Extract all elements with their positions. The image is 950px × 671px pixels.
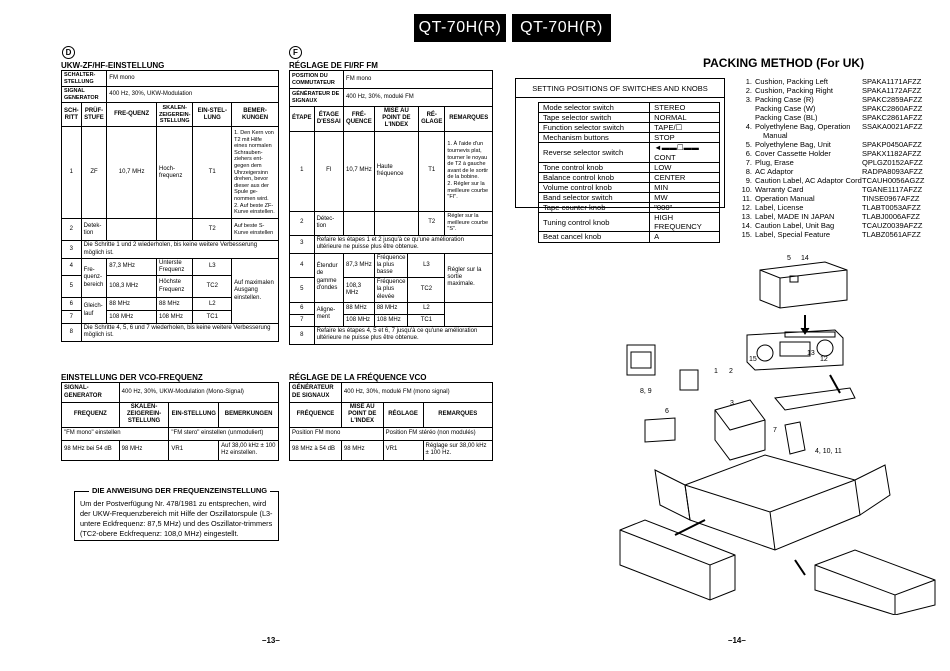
switch-title: SETTING POSITIONS OF SWITCHES AND KNOBS — [532, 84, 708, 93]
notes-cell — [445, 131, 493, 211]
mode-cell: "FM mono" einstellen — [62, 427, 169, 440]
dial-cell: 98 MHz — [341, 440, 383, 460]
vco-title: EINSTELLUNG DER VCO-FREQUENZ — [61, 373, 203, 382]
switch-value: HIGH FREQUENCY — [650, 213, 720, 232]
packing-item-code: SPAKA1172AFZZ — [862, 86, 922, 95]
packing-item-name: Caution Label, Unit Bag — [755, 221, 835, 230]
switch-value: CENTER — [650, 172, 720, 182]
adj-cell: T1 — [419, 131, 445, 211]
switch-value: MIN — [650, 182, 720, 192]
packing-item-code: TLABZ0561AFZZ — [862, 230, 921, 239]
packing-item — [738, 131, 942, 140]
packing-item — [738, 212, 942, 221]
callout: 15 — [749, 356, 757, 363]
col-header: SCH-RITT — [62, 103, 82, 127]
mode-cell: "FM stero" einstellen (unmoduliert) — [169, 427, 279, 440]
packing-item-code: TLABT0053AFZZ — [862, 203, 921, 212]
packing-item-code: TLABJ0006AFZZ — [862, 212, 920, 221]
freq-cell: 88 MHz — [344, 302, 375, 314]
packing-item-no: 9. — [745, 176, 752, 185]
switch-name: Balance control knob — [539, 172, 650, 182]
step-cell: 2 — [62, 219, 82, 241]
model-banner-right — [512, 14, 611, 42]
note-line: 1. Den Kern von T2 mit Hilfe eines normalen Schrauben-ziehers ent-gegen dem Uhrzeigersinn drehen, bevor dieser aus der Spule ge-nommen wird. — [234, 130, 274, 202]
freq-cell: 98 MHz bei 54 dB — [62, 440, 120, 460]
packing-case — [685, 455, 860, 550]
callout: 6 — [665, 408, 669, 415]
packing-item-name: Label, Special Feature — [755, 230, 831, 239]
packing-item — [738, 158, 942, 167]
packing-item — [738, 194, 942, 203]
packing-item-no: 8. — [745, 167, 752, 176]
step-cell: 2 — [290, 211, 315, 235]
band-label: Étendur de gamme d'ondes — [314, 253, 343, 302]
cushion-left — [715, 400, 765, 460]
col-header: FREQUENZ — [62, 403, 120, 428]
unit-bag — [760, 262, 847, 308]
note-line: 2. Auf beste ZF-Kurve einstellen. — [234, 202, 275, 216]
adj-cell: VR1 — [383, 440, 423, 460]
col-header: FRÉ-QUENCE — [344, 107, 375, 132]
col-header: MISE AU POINT DE L'INDEX — [341, 403, 383, 428]
freq-cell: 87,3 MHz — [344, 253, 375, 278]
notes-cell — [232, 127, 279, 219]
vco-title: RÉGLAGE DE LA FRÉQUENCE VCO — [289, 373, 427, 382]
stage-cell: ZF — [81, 127, 107, 219]
adj-cell: T2 — [193, 219, 232, 241]
note-cell: Auf 38,00 kHz ± 100 Hz einstellen. — [219, 440, 279, 460]
switch-row — [539, 213, 720, 232]
step-cell: 6 — [62, 298, 82, 311]
note-line: 2. Régler sur la meilleure courbe "FI". — [447, 180, 489, 201]
switch-row — [539, 133, 720, 143]
packing-item-no: 2. — [745, 86, 752, 95]
switch-name: Volume control knob — [539, 182, 650, 192]
packing-item-name: Cover Cassette Holder — [755, 149, 831, 158]
switch-row — [539, 143, 720, 162]
de-if-rf-table — [61, 70, 279, 342]
col-header: MISE AU POINT DE L'INDEX — [374, 107, 418, 132]
packing-item — [738, 113, 942, 122]
adj-cell: TC1 — [193, 311, 232, 324]
value-cell: 400 Hz, 30%, modulé FM (mono signal) — [341, 383, 492, 403]
note-text: Um der Postverfügung Nr. 478/1981 zu entsprechen, wird der UKW-Frequenzbereich mit Hilfe der Oszillatorspule (L3-untere Eckfrequenz: 87,5 MHz) und des Oszillator-trimmers (TC2-obere Eckfrequenz: 108,0 MHz) eingestellt. — [80, 499, 273, 538]
max-note: Auf maximalen Ausgang einstellen. — [232, 258, 279, 323]
step-cell: 4 — [62, 258, 82, 275]
packing-item — [738, 86, 942, 95]
callout: 2 — [729, 368, 733, 375]
frequency-note-box — [74, 486, 279, 541]
packing-item-no — [738, 131, 752, 140]
packing-item-code: SPAKC2860AFZZ — [862, 104, 923, 113]
switch-name: Tone control knob — [539, 162, 650, 172]
freq-cell: 108,3 MHz — [344, 278, 375, 303]
repeat-text: Die Schritte 4, 5, 6 und 7 wiederholen, bis keine weitere Verbesserung möglich ist. — [81, 324, 278, 341]
packing-item-name: Packing Case (R) — [755, 95, 814, 104]
adj-cell: T1 — [193, 127, 232, 219]
packing-item — [738, 140, 942, 149]
packing-item — [738, 176, 942, 185]
dial-cell: 88 MHz — [157, 298, 193, 311]
closed-box — [620, 520, 735, 600]
switch-row — [539, 232, 720, 242]
radio-unit — [747, 330, 843, 370]
freq-cell: 87,3 MHz — [107, 258, 157, 275]
packing-item-no: 14. — [741, 221, 752, 230]
callout: 7 — [773, 427, 777, 434]
packing-item-code: SSAKA0021AFZZ — [862, 122, 923, 131]
stage-cell: Détec-tion — [314, 211, 343, 235]
section-title: UKW-ZF/HF-EINSTELLUNG — [61, 61, 165, 70]
dial-cell: 98 MHz — [119, 440, 169, 460]
value-cell: FM mono — [107, 71, 279, 87]
adj-cell: L3 — [193, 258, 232, 275]
value-cell: 400 Hz, 30%, UKW-Modulation — [107, 87, 279, 103]
packing-item-code: TCAUZ0039AFZZ — [862, 221, 923, 230]
col-header: SKALEN-ZEIGEREIN-STELLUNG — [119, 403, 169, 428]
switch-row — [539, 172, 720, 182]
col-header: BEMERKUNGEN — [219, 403, 279, 428]
packing-item-name: Operation Manual — [755, 194, 815, 203]
freq-cell: 108,3 MHz — [107, 276, 157, 298]
packing-item-no: 10. — [741, 185, 752, 194]
callout: 4, 10, 11 — [815, 448, 842, 455]
packing-item-code: RADPA8093AFZZ — [862, 167, 923, 176]
freq-cell: 108 MHz — [344, 314, 375, 326]
adj-cell: T2 — [419, 211, 445, 235]
band-label: Gleich-lauf — [81, 298, 107, 324]
value-cell: FM mono — [344, 71, 493, 89]
switch-name: Mode selector switch — [539, 103, 650, 113]
adj-cell: TC2 — [408, 278, 445, 303]
dial-cell: Fréquence la plus basse — [374, 253, 408, 278]
callout: 12 — [820, 356, 828, 363]
stage-cell: FI — [314, 131, 343, 211]
packing-illustration — [615, 250, 945, 615]
packing-item — [738, 122, 942, 131]
switch-row — [539, 113, 720, 123]
value-cell: 400 Hz, 30%, UKW-Modulation (Mono-Signal) — [119, 383, 278, 403]
switch-table — [538, 102, 720, 243]
switch-positions-box — [515, 78, 725, 242]
col-header: FRÉQUENCE — [290, 403, 342, 428]
packing-item-name: Cushion, Packing Left — [755, 77, 828, 86]
freq-cell: 10,7 MHz — [344, 131, 375, 211]
packing-item-code: SPAKP0450AFZZ — [862, 140, 922, 149]
col-header: REMARQUES — [423, 403, 493, 428]
switch-value: "000" — [650, 203, 720, 213]
switch-value: MW — [650, 192, 720, 202]
fr-if-rf-table — [289, 70, 493, 345]
col-header: FRE-QUENZ — [107, 103, 157, 127]
packing-item-code: SPAKA1171AFZZ — [862, 77, 922, 86]
col-header: ÉTAGE D'ESSAI — [314, 107, 343, 132]
switch-name: Beat cancel knob — [539, 232, 650, 242]
packing-item-name: Plug, Erase — [755, 158, 794, 167]
packing-item-no — [738, 104, 752, 113]
step-cell: 7 — [290, 314, 315, 326]
page-number: –13– — [262, 636, 280, 645]
adj-cell: TC1 — [408, 314, 445, 326]
adj-cell: TC2 — [193, 276, 232, 298]
step-cell: 3 — [290, 235, 315, 253]
switch-row — [539, 162, 720, 172]
switch-value: STEREO — [650, 103, 720, 113]
switch-name: Band selector switch — [539, 192, 650, 202]
switch-name: Mechanism buttons — [539, 133, 650, 143]
packing-item-code: SPAKX1182AFZZ — [862, 149, 922, 158]
packing-item — [738, 95, 942, 104]
packing-item-name: Caution Label, AC Adaptor Cord — [755, 176, 862, 185]
packing-item — [738, 77, 942, 86]
dial-cell: 108 MHz — [374, 314, 408, 326]
packing-item — [738, 221, 942, 230]
dial-cell: Fréquence la plus élevée — [374, 278, 408, 303]
model-banner-left — [414, 14, 506, 42]
step-cell: 7 — [62, 311, 82, 324]
packing-title: PACKING METHOD (For UK) — [703, 56, 865, 70]
packing-item-no: 11. — [742, 194, 752, 203]
packing-item-name: Label, License — [755, 203, 804, 212]
packing-item-code: QPLGZ0152AFZZ — [862, 158, 923, 167]
switch-value: STOP — [650, 133, 720, 143]
switch-name: Tape selector switch — [539, 113, 650, 123]
callout: 1 — [714, 368, 718, 375]
switch-row — [539, 203, 720, 213]
adj-cell: L3 — [408, 253, 445, 278]
packing-item-name: Label, MADE IN JAPAN — [755, 212, 835, 221]
step-cell: 1 — [290, 131, 315, 211]
step-cell: 4 — [290, 253, 315, 278]
callout: 8, 9 — [640, 388, 652, 395]
switch-name: Tape counter knob — [539, 203, 650, 213]
value-cell: 400 Hz, 30%, modulé FM — [344, 89, 493, 107]
switch-row — [539, 123, 720, 133]
packing-item-code — [862, 131, 942, 140]
packing-item-code: TGANE1117AFZZ — [862, 185, 923, 194]
band-label: Fre-quenz-bereich — [81, 258, 107, 297]
col-header: REMARQUES — [445, 107, 493, 132]
note-title: DIE ANWEISUNG DER FREQUENZEINSTELLUNG — [89, 486, 270, 496]
switch-value: A — [650, 232, 720, 242]
switch-row — [539, 103, 720, 113]
col-header: BEMER-KUNGEN — [232, 103, 279, 127]
packing-item-no: 6. — [745, 149, 752, 158]
packing-item-code: TCAUH0056AGZZ — [862, 176, 925, 185]
switch-name: Function selector switch — [539, 123, 650, 133]
label-cell: GÉNÉRATEUR DE SIGNAUX — [290, 383, 342, 403]
packing-item — [738, 185, 942, 194]
switch-name: Tuning control knob — [539, 213, 650, 232]
packing-item — [738, 167, 942, 176]
mode-cell: Position FM mono — [290, 427, 384, 440]
packing-item-name: Packing Case (BL) — [755, 113, 818, 122]
packing-item-name: Polyethylene Bag, Operation — [755, 122, 851, 131]
step-cell: 5 — [290, 278, 315, 303]
dial-cell: Haute fréquence — [374, 131, 418, 211]
col-header: RÉ-GLAGE — [419, 107, 445, 132]
dial-cell: 88 MHz — [374, 302, 408, 314]
packing-item-no: 5. — [745, 140, 752, 149]
packing-item — [738, 230, 942, 239]
packing-list — [738, 77, 942, 239]
switch-value: NORMAL — [650, 113, 720, 123]
packing-item — [738, 203, 942, 212]
switch-value: TAPE/☐ — [650, 123, 720, 133]
col-header: EIN-STEL-LUNG — [193, 103, 232, 127]
step-cell: 1 — [62, 127, 82, 219]
callout: 5 — [787, 255, 791, 262]
col-header: RÉGLAGE — [383, 403, 423, 428]
notes-cell: Régler sur la meilleure courbe "S". — [445, 211, 493, 235]
section-marker-d: D — [62, 46, 75, 59]
fr-vco-table — [289, 382, 493, 461]
label-cell: POSITION DU COMMUTATEUR — [290, 71, 344, 89]
label-cell: GÉNÉRATEUR DE SIGNAUX — [290, 89, 344, 107]
dial-cell: Hoch-frequenz — [157, 127, 193, 219]
adj-cell: L2 — [193, 298, 232, 311]
adj-cell: L2 — [408, 302, 445, 314]
callout: 14 — [801, 255, 809, 262]
packing-item-name: Polyethylene Bag, Unit — [755, 140, 831, 149]
packing-item-name: Cushion, Packing Right — [755, 86, 833, 95]
step-cell: 6 — [290, 302, 315, 314]
mode-cell: Position FM stéréo (non modulés) — [383, 427, 492, 440]
note-line: 1. À l'aide d'un tournevis plat, tourner le noyau de T2 à gauche avant de le sortir de la bobine. — [447, 141, 489, 181]
packing-item-no: 4. — [745, 122, 752, 131]
packing-item-name: Packing Case (W) — [755, 104, 816, 113]
poly-bag — [775, 388, 855, 410]
packing-item — [738, 149, 942, 158]
band-label: Aligne-ment — [314, 302, 343, 326]
dial-cell: Höchste Frequenz — [157, 276, 193, 298]
step-cell: 3 — [62, 241, 82, 258]
packing-item-no — [738, 113, 752, 122]
repeat-text: Refaire les étapes 1 et 2 jusqu'à ce qu'une amélioration ultérieure ne puisse plus être obtenue. — [314, 235, 492, 253]
packing-item-no: 13. — [741, 212, 752, 221]
packing-item-code: SPAKC2861AFZZ — [862, 113, 923, 122]
label-cell: SIGNAL GENERATOR — [62, 87, 107, 103]
packing-item-code: SPAKC2859AFZZ — [862, 95, 923, 104]
freq-cell: 98 MHz à 54 dB — [290, 440, 342, 460]
model-label: QT-70H(R) — [520, 19, 603, 36]
repeat-text: Die Schritte 1 und 2 wiederholen, bis keine weitere Verbesserung möglich ist. — [81, 241, 278, 258]
label-cell: SIGNAL-GENERATOR — [62, 383, 120, 403]
stage-cell: Detek-tion — [81, 219, 107, 241]
col-header: SKALEN-ZEIGEREIN-STELLUNG — [157, 103, 193, 127]
note-cell: Réglage sur 38,00 kHz ± 100 Hz. — [423, 440, 493, 460]
packing-item-name: Manual — [763, 131, 788, 140]
packing-item-no: 1. — [745, 77, 752, 86]
freq-cell: 108 MHz — [107, 311, 157, 324]
packing-item — [738, 104, 942, 113]
switch-value: LOW — [650, 162, 720, 172]
dial-cell: 108 MHz — [157, 311, 193, 324]
col-header: EIN-STELLUNG — [169, 403, 219, 428]
max-note: Régler sur la sortie maximale. — [445, 253, 493, 302]
callout: 3 — [730, 400, 734, 407]
packing-item-no: 3. — [745, 95, 752, 104]
notes-cell: Auf beste S-Kurve einstellen — [232, 219, 279, 241]
packing-item-no: 7. — [745, 158, 752, 167]
packing-item-no: 15. — [741, 230, 752, 239]
label-cell: SCHALTER-STELLUNG — [62, 71, 107, 87]
switch-name: Reverse selector switch — [539, 143, 650, 162]
section-title: RÉGLAGE DE FI/RF FM — [289, 61, 378, 70]
repeat-text: Refaire les étapes 4, 5 et 6, 7 jusqu'à ce qu'une amélioration ultérieure ne puisse plus être obtenue. — [314, 326, 492, 344]
step-cell: 5 — [62, 276, 82, 298]
packing-item-code: TINSE0967AFZZ — [862, 194, 920, 203]
step-cell: 8 — [62, 324, 82, 341]
packing-item-name: AC Adaptor — [755, 167, 794, 176]
adj-cell: VR1 — [169, 440, 219, 460]
page-number: –14– — [728, 636, 746, 645]
switch-value: ◄▬▬☐▬▬ CONT — [650, 143, 720, 162]
col-header: PRÜF-STUFE — [81, 103, 107, 127]
col-header: ÉTAPE — [290, 107, 315, 132]
callout: 13 — [807, 350, 815, 357]
switch-row — [539, 182, 720, 192]
step-cell: 8 — [290, 326, 315, 344]
de-vco-table — [61, 382, 279, 461]
freq-cell: 88 MHz — [107, 298, 157, 311]
section-marker-f: F — [289, 46, 302, 59]
model-label: QT-70H(R) — [418, 19, 502, 36]
packing-item-name: Warranty Card — [755, 185, 804, 194]
packing-item-no: 12. — [741, 203, 752, 212]
freq-cell: 10,7 MHz — [107, 127, 157, 219]
switch-row — [539, 192, 720, 202]
dial-cell: Unterste Frequenz — [157, 258, 193, 275]
